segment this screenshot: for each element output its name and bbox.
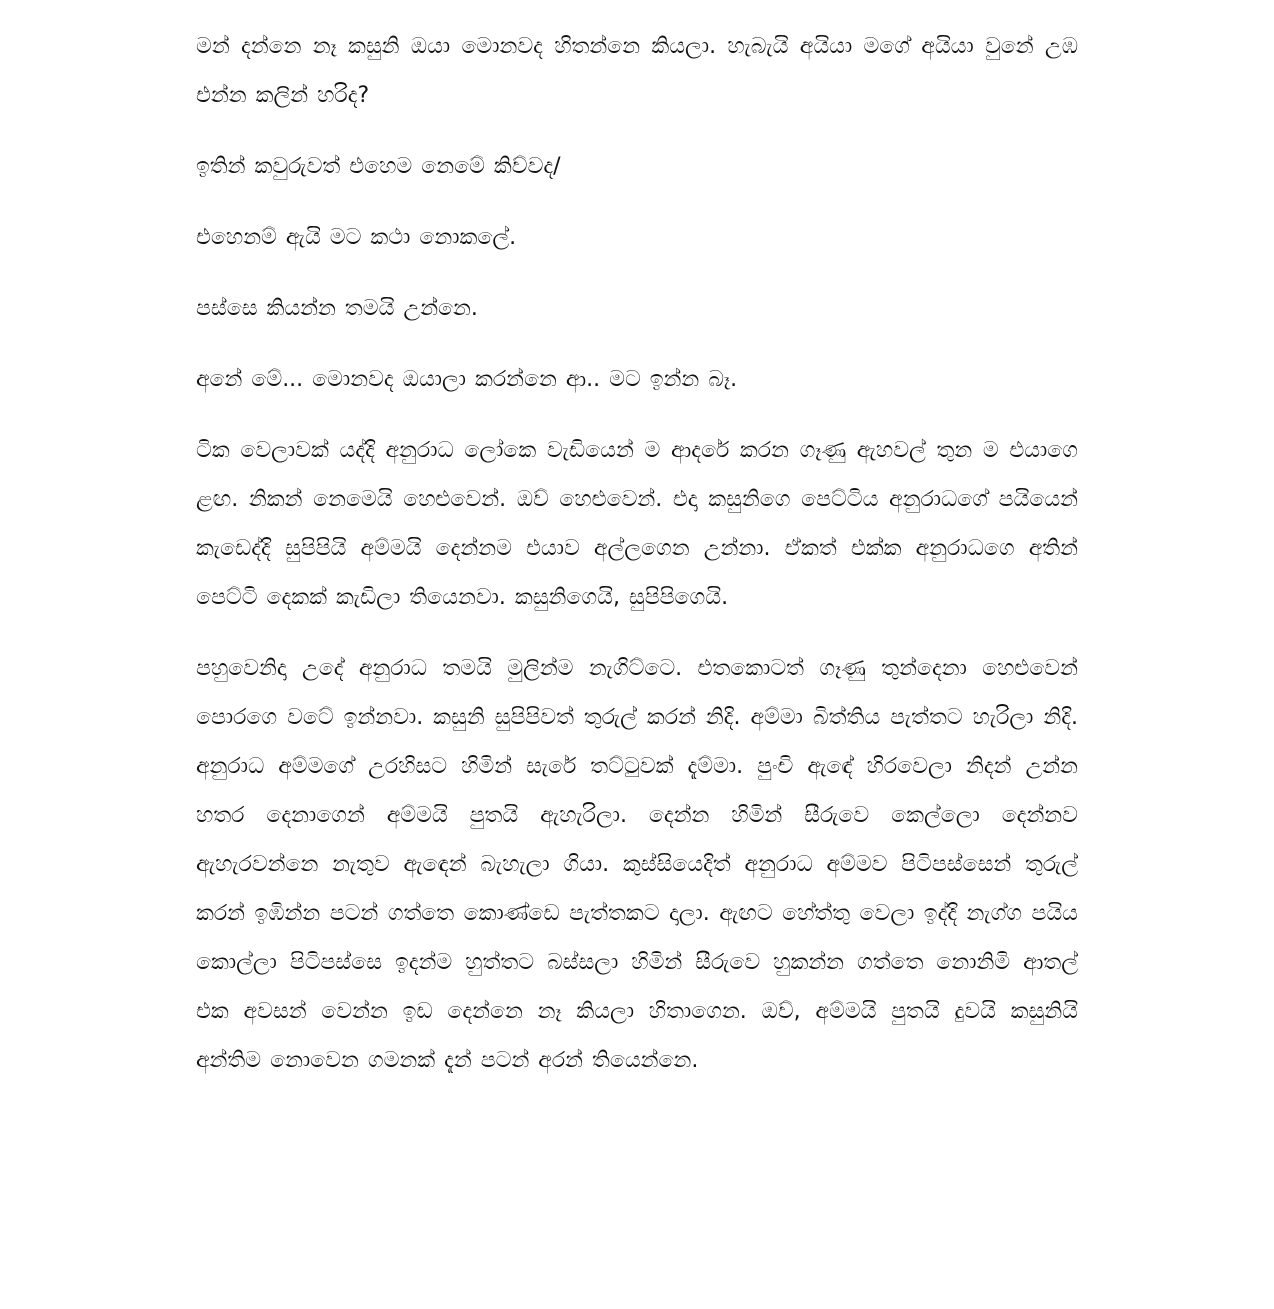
paragraph-2: ඉතින් කවුරුවත් එහෙම නෙමේ කිව්වද/ <box>196 154 561 179</box>
paragraph-7: පහුවෙනිදා උදේ අනුරාධ තමයි මුලින්ම නැගිට්ටෙ. එතකොටත් ගෑණු තුන්දෙනා හෙළුවෙන් පොරගෙ වටේ ඉන්නවා. කසුනි සුපිපිවත් තුරුල් කරන් නිදි. අම්මා බිත්තිය පැත්තට හැරිලා නිදි. අනුරාධ අම්මගේ උරහිසට හිමින් සැරේ තට්ටුවක් දැම්මා. පුංචි ඇඳේ හිරවෙලා නිදන් උන්න හතර දෙනාගෙන් අම්මයි පුතයි ඇහැරිලා. දෙන්න හිමින් සීරුවෙ කෙල්ලො දෙන්නව ඇහැරවන්නෙ නැතුව ඇඳෙන් බැහැලා ගියා. කුස්සියෙදිත් අනුරාධ අම්මව පිටිපස්සෙන් තුරුල් කරන් ඉඹින්න පටන් ගත්තෙ කොණ්ඩෙ පැත්තකට දාලා. ඇඟට හේත්තු වෙලා ඉද්දි නැග්ග පයිය කොල්ලා පිටිපස්සෙ ඉදන්ම හුත්තට බස්සලා හිමින් සීරුවෙ හුකන්න ගත්තෙ නොනිමි ආතල් එක අවසන් වෙන්න ඉඩ දෙන්නෙ නෑ කියලා හිතාගෙන. ඔව්, අම්මයි පුතයි දුවයි කසුනියි අන්තිම නොවෙන ගමනක් දැන් පටන් අරන් තියෙන්නෙ. <box>196 656 1078 1073</box>
paragraph-3: එහෙනම් ඇයි මට කථා නොකලේ. <box>196 225 517 250</box>
paragraph-6: ටික වෙලාවක් යද්දි අනුරාධ ලෝකෙ වැඩියෙන් ම ආදරේ කරන ගෑණු ඇහවල් තුන ම එයාගෙ ළඟ. නිකන් නෙමෙයි හෙළුවෙන්. ඔව් හෙළුවෙන්. එදා කසුනිගෙ පෙට්ටිය අනුරාධගේ පයියෙන් කැඩෙද්දි සුපිපියි අම්මයි දෙන්නම එයාව අල්ලගෙන උන්නා. ඒකත් එක්ක අනුරාධගෙ අතින් පෙට්ටි දෙකක් කැඩිලා තියෙනවා. කසුනිගෙයි, සුපිපිගෙයි. <box>196 438 1078 610</box>
paragraph-4: පස්සෙ කියන්න තමයි උන්නෙ. <box>196 296 478 321</box>
paragraph-1: මන් දන්නෙ නෑ කසුනි ඔයා මොනවද හිතන්නෙ කියලා. හැබැයි අයියා මගේ අයියා වුනේ උඹ එන්න කලින් හරිද? <box>196 34 1078 108</box>
paragraph-5: අනේ මේ... මොනවද ඔයාලා කරන්නෙ ආ.. මට ඉන්න බෑ. <box>196 367 738 392</box>
document-page <box>196 22 1078 1107</box>
